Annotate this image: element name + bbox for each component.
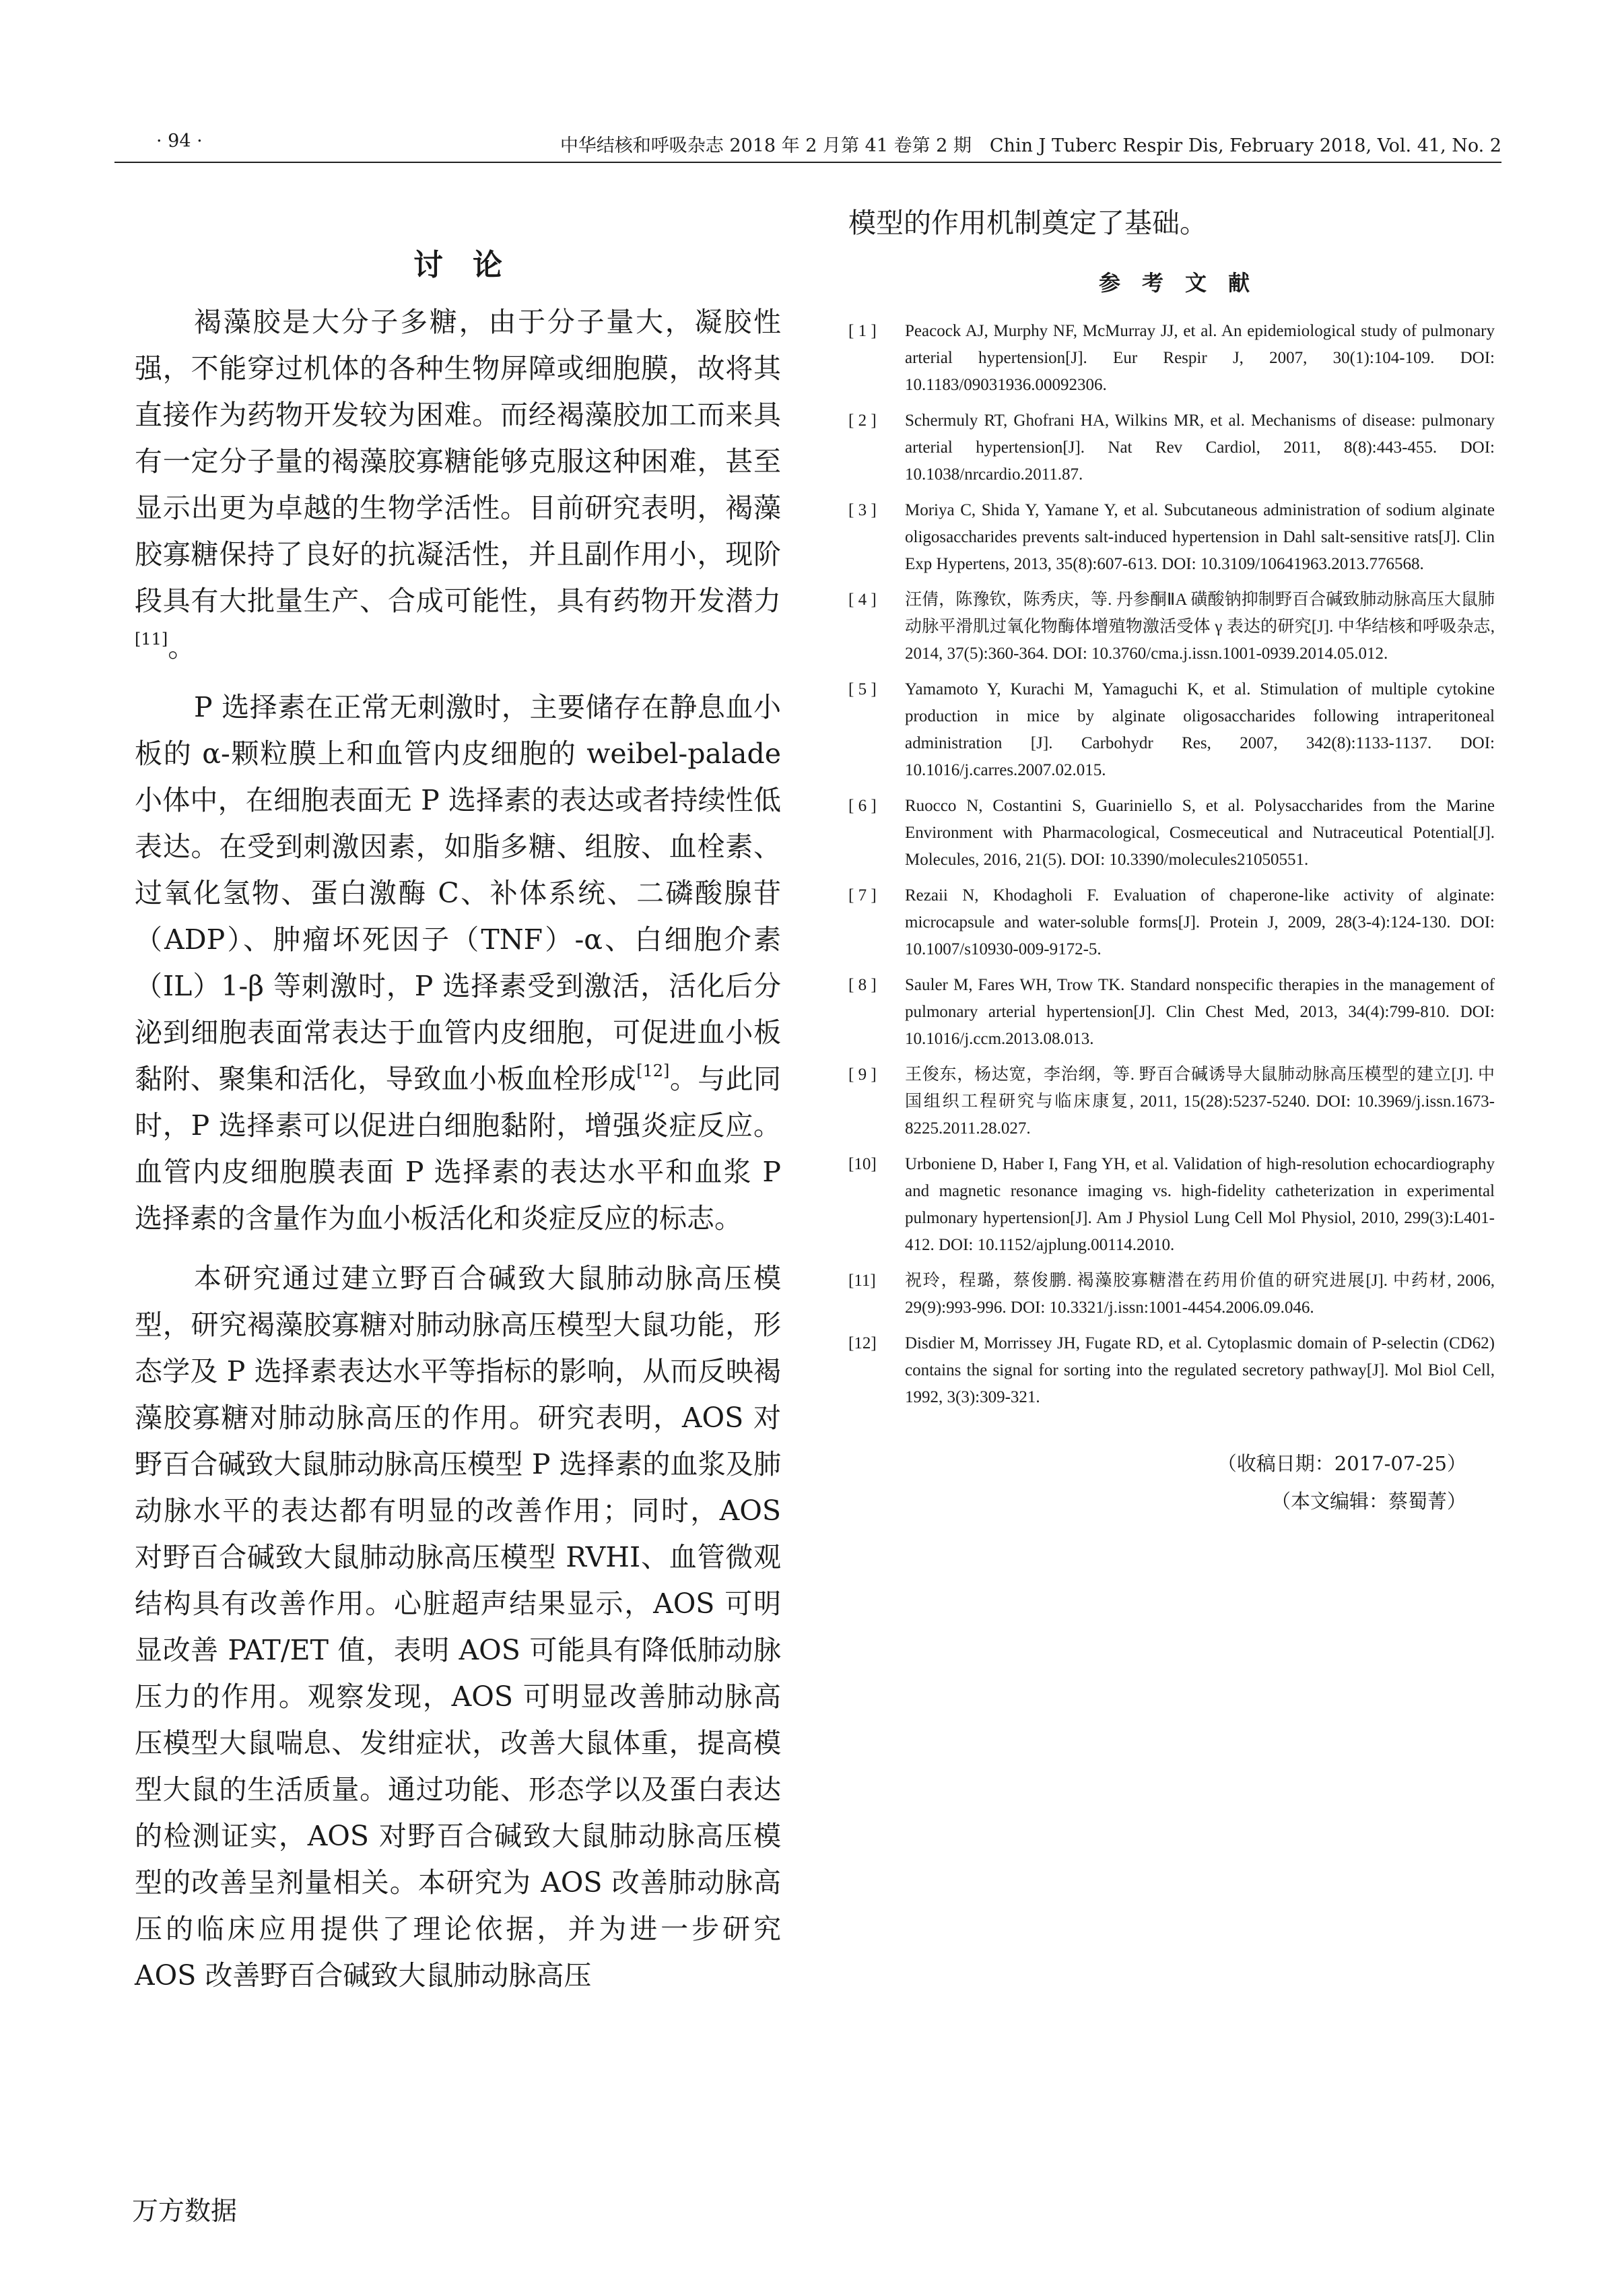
reference-item — [848, 1330, 1495, 1411]
reference-list — [848, 318, 1495, 1411]
running-header — [114, 127, 1501, 163]
reference-number: [ 1 ] — [848, 322, 877, 340]
reference-item — [848, 972, 1495, 1053]
reference-number: [ 5 ] — [848, 680, 877, 698]
reference-text: Urboniene D, Haber I, Fang YH, et al. Validation of high-resolution echocardiography and magnetic resonance imaging vs. high-fidelity catheterization in experimental pulmonary hypertension[J]. Am J Physiol Lung Cell Mol Physiol, 2010, 299(3):L401-412. DOI: 10.1152/ajplung.00114.2010. — [905, 1155, 1495, 1254]
paragraph: 本研究通过建立野百合碱致大鼠肺动脉高压模型，研究褐藻胶寡糖对肺动脉高压模型大鼠功能，形态学及 P 选择素表达水平等指标的影响，从而反映褐藻胶寡糖对肺动脉高压的作用。研究表明，AOS 对野百合碱致大鼠肺动脉高压模型 P 选择素的血浆及肺动脉水平的表达都有明显的改善作用；同时，AOS 对野百合碱致大鼠肺动脉高压模型 RVHI、血管微观结构具有改善作用。心脏超声结果显示，AOS 可明显改善 PAT/ET 值，表明 AOS 可能具有降低肺动脉压力的作用。观察发现，AOS 可明显改善肺动脉高压模型大鼠喘息、发绀症状，改善大鼠体重，提高模型大鼠的生活质量。通过功能、形态学以及蛋白表达的检测证实，AOS 对野百合碱致大鼠肺动脉高压模型的改善呈剂量相关。本研究为 AOS 改善肺动脉高压的临床应用提供了理论依据，并为进一步研究 AOS 改善野百合碱致大鼠肺动脉高压 — [135, 1262, 781, 1992]
reference-number: [ 9 ] — [848, 1065, 877, 1084]
reference-text: Ruocco N, Costantini S, Guariniello S, et al. Polysaccharides from the Marine Environment with Pharmacological, Cosmeceutical and Nutraceutical Potential[J]. Molecules, 2016, 21(5). DOI: 10.3390/molecules21050551. — [905, 797, 1495, 869]
received-date: （收稿日期：2017-07-25） — [1217, 1452, 1466, 1475]
reference-item — [848, 1151, 1495, 1259]
reference-number: [11] — [848, 1272, 876, 1290]
reference-text: Sauler M, Fares WH, Trow TK. Standard nonspecific therapies in the management of pulmonary arterial hypertension[J]. Clin Chest Med, 2013, 34(4):799-810. DOI: 10.1016/j.ccm.2013.08.013. — [905, 976, 1495, 1048]
reference-number: [12] — [848, 1334, 877, 1352]
right-column — [848, 202, 1495, 1520]
reference-text: Schermuly RT, Ghofrani HA, Wilkins MR, et al. Mechanisms of disease: pulmonary arterial hypertension[J]. Nat Rev Cardiol, 2011, 8(8):443-455. DOI: 10.1038/nrcardio.2011.87. — [905, 412, 1495, 484]
reference-item — [848, 407, 1495, 488]
paragraph: 褐藻胶是大分子多糖，由于分子量大，凝胶性强，不能穿过机体的各种生物屏障或细胞膜，故将其直接作为药物开发较为困难。而经褐藻胶加工而来具有一定分子量的褐藻胶寡糖能够克服这种困难，甚至显示出更为卓越的生物学活性。目前研究表明，褐藻胶寡糖保持了良好的抗凝活性，并且副作用小，现阶段具有大批量生产、合成可能性，具有药物开发潜力[11]。 — [135, 306, 781, 663]
reference-text: 汪倩，陈豫钦，陈秀庆，等. 丹参酮ⅡA 磺酸钠抑制野百合碱致肺动脉高压大鼠肺动脉平滑肌过氧化物酶体增殖物激活受体 γ 表达的研究[J]. 中华结核和呼吸杂志, 2014, 37(5):360-364. DOI: 10.3760/cma.j.issn.1001-0939.2014.05.012. — [905, 591, 1495, 663]
reference-text: Rezaii N, Khodagholi F. Evaluation of chaperone-like activity of alginate: microcapsule and water-soluble forms[J]. Protein J, 2009, 28(3-4):124-130. DOI: 10.1007/s10930-009-9172-5. — [905, 886, 1495, 958]
reference-text: Peacock AJ, Murphy NF, McMurray JJ, et al. An epidemiological study of pulmonary arterial hypertension[J]. Eur Respir J, 2007, 30(1):104-109. DOI: 10.1183/09031936.00092306. — [905, 322, 1495, 394]
reference-text: Disdier M, Morrissey JH, Fugate RD, et al. Cytoplasmic domain of P-selectin (CD62) contains the signal for sorting into the regulated secretory pathway[J]. Mol Biol Cell, 1992, 3(3):309-321. — [905, 1334, 1495, 1406]
reference-item — [848, 882, 1495, 963]
paragraph-continuation: 模型的作用机制奠定了基础。 — [848, 207, 1207, 239]
left-column — [135, 202, 781, 2012]
page-number: · 94 · — [156, 131, 203, 152]
reference-number: [ 3 ] — [848, 501, 877, 519]
reference-item — [848, 587, 1495, 667]
citation[interactable]: [11] — [135, 630, 168, 649]
watermark: 万方数据 — [132, 2196, 238, 2227]
reference-number: [ 2 ] — [848, 412, 877, 430]
reference-item — [848, 1061, 1495, 1142]
journal-citation: 中华结核和呼吸杂志 2018 年 2 月第 41 卷第 2 期 Chin J Tuberc Respir Dis, February 2018, Vol. 41, No. 2 — [560, 135, 1501, 156]
reference-text: Yamamoto Y, Kurachi M, Yamaguchi K, et al. Stimulation of multiple cytokine production in mice by alginate oligosaccharides following intraperitoneal administration [J]. Carbohydr Res, 2007, 342(8):1133-1137. DOI: 10.1016/j.carres.2007.02.015. — [905, 680, 1495, 779]
section-title-discussion: 讨论 — [413, 248, 532, 282]
reference-number: [10] — [848, 1155, 877, 1173]
editor-note: （本文编辑：蔡蜀菁） — [1271, 1490, 1466, 1513]
reference-text: 王俊东，杨达宽，李治纲，等. 野百合碱诱导大鼠肺动脉高压模型的建立[J]. 中国组织工程研究与临床康复, 2011, 15(28):5237-5240. DOI: 10.3969/j.issn.1673-8225.2011.28.027. — [905, 1065, 1495, 1138]
references-title: 参考文献 — [1098, 270, 1271, 296]
reference-number: [ 4 ] — [848, 591, 877, 609]
reference-item — [848, 1268, 1495, 1321]
reference-item — [848, 793, 1495, 874]
reference-text: Moriya C, Shida Y, Yamane Y, et al. Subcutaneous administration of sodium alginate oligosaccharides prevents salt-induced hypertension in Dahl salt-sensitive rats[J]. Clin Exp Hypertens, 2013, 35(8):607-613. DOI: 10.3109/10641963.2013.776568. — [905, 501, 1495, 573]
paragraph: P 选择素在正常无刺激时，主要储存在静息血小板的 α-颗粒膜上和血管内皮细胞的 weibel-palade 小体中，在细胞表面无 P 选择素的表达或者持续性低表达。在受到刺激因素，如脂多糖、组胺、血栓素、过氧化氢物、蛋白激酶 C、补体系统、二磷酸腺苷（ADP）、肿瘤坏死因子（TNF）-α、白细胞介素（IL）1-β 等刺激时，P 选择素受到激活，活化后分泌到细胞表面常表达于血管内皮细胞，可促进血小板黏附、聚集和活化，导致血小板血栓形成[12]。与此同时，P 选择素可以促进白细胞黏附，增强炎症反应。血管内皮细胞膜表面 P 选择素的表达水平和血浆 P 选择素的含量作为血小板活化和炎症反应的标志。 — [135, 691, 782, 1235]
reference-text: 祝玲，程璐，蔡俊鹏. 褐藻胶寡糖潜在药用价值的研究进展[J]. 中药材, 2006, 29(9):993-996. DOI: 10.3321/j.issn:1001-4454.2006.09.046. — [905, 1272, 1495, 1317]
citation[interactable]: [12] — [636, 1061, 670, 1080]
reference-number: [ 7 ] — [848, 886, 877, 905]
reference-number: [ 6 ] — [848, 797, 877, 815]
reference-item — [848, 497, 1495, 578]
reference-item — [848, 676, 1495, 784]
reference-item — [848, 318, 1495, 399]
reference-number: [ 8 ] — [848, 976, 877, 994]
